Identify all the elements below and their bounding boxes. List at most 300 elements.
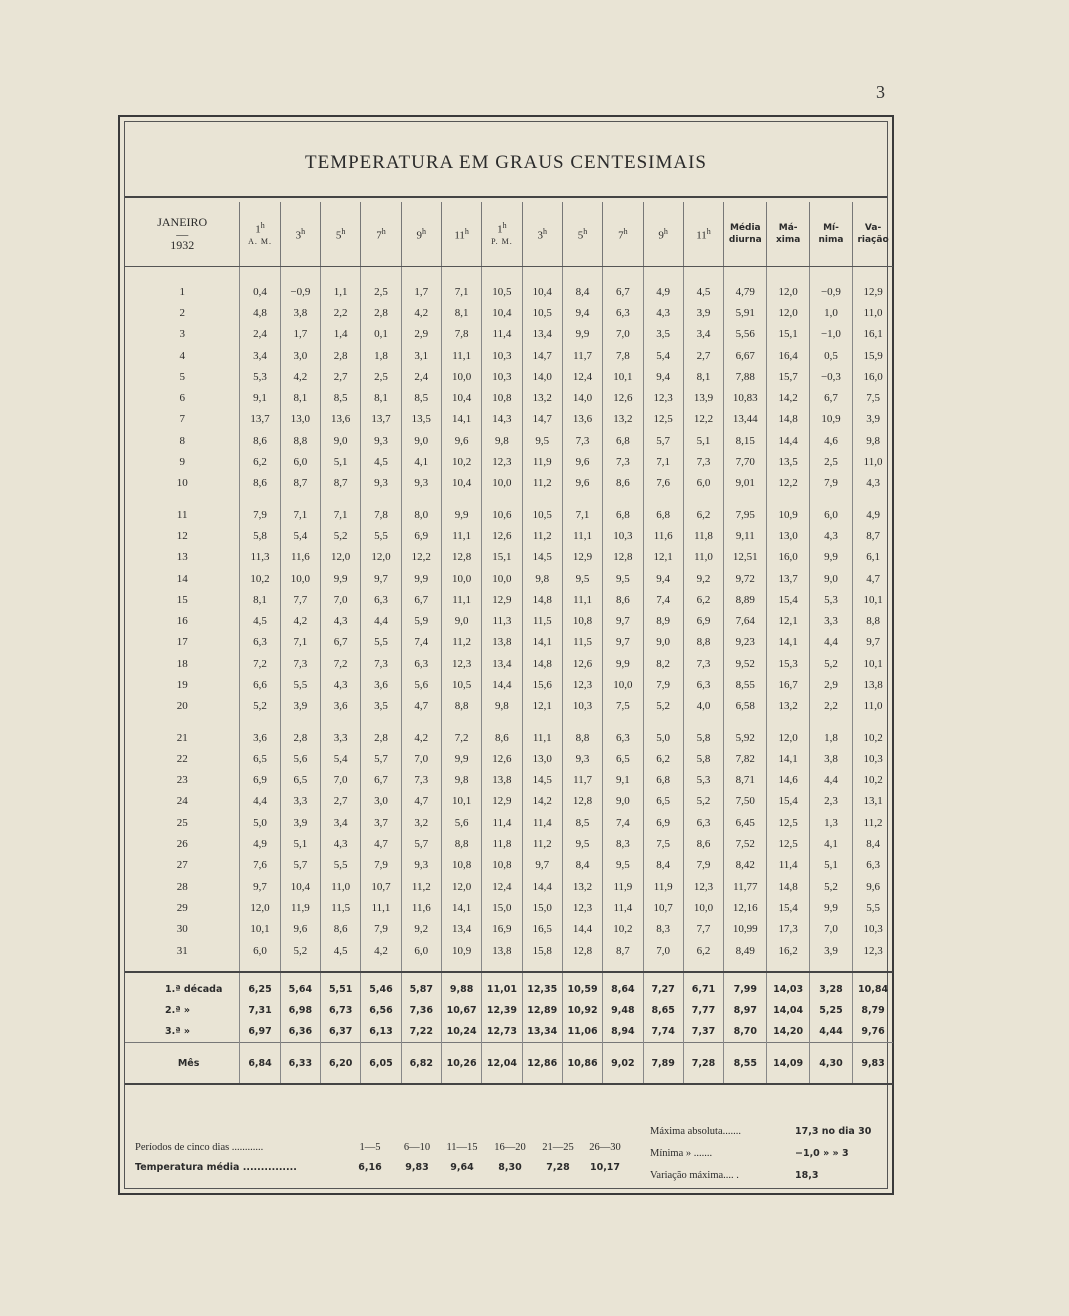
value-cell: 7,27 xyxy=(643,972,683,1000)
value-cell: 9,23 xyxy=(724,632,767,653)
value-cell: 7,0 xyxy=(643,940,683,961)
value-cell: 12,86 xyxy=(522,1043,562,1085)
value-cell: 12,3 xyxy=(683,876,723,897)
value-cell: 11,2 xyxy=(853,812,893,833)
row-label: 26 xyxy=(176,838,188,851)
value-cell: 12,0 xyxy=(441,876,481,897)
value-cell: 12,3 xyxy=(441,653,481,674)
value-cell: 7,4 xyxy=(643,589,683,610)
value-cell: 9,8 xyxy=(441,770,481,791)
value-cell: 8,79 xyxy=(853,1000,893,1021)
value-cell: 16,5 xyxy=(522,919,562,940)
value-cell: 9,3 xyxy=(361,473,401,494)
value-cell: 10,2 xyxy=(853,727,893,748)
value-cell: 10,0 xyxy=(441,366,481,387)
value-cell: 8,3 xyxy=(643,919,683,940)
hour-header xyxy=(361,202,401,267)
var-max-value: 18,3 xyxy=(795,1170,819,1181)
value-cell: 12,1 xyxy=(643,547,683,568)
value-cell: 8,4 xyxy=(853,833,893,854)
value-cell: 13,8 xyxy=(853,674,893,695)
value-cell: 12,16 xyxy=(724,897,767,918)
value-cell: 9,02 xyxy=(603,1043,643,1085)
value-cell: 4,79 xyxy=(724,281,767,302)
value-cell: 4,5 xyxy=(240,610,280,631)
value-cell: 11,2 xyxy=(522,525,562,546)
hour-label: 5 xyxy=(577,229,584,242)
value-cell: 7,7 xyxy=(683,919,723,940)
day-row xyxy=(125,940,893,961)
value-cell: 2,3 xyxy=(809,791,852,812)
day-row xyxy=(125,387,893,408)
value-cell: 12,3 xyxy=(853,940,893,961)
value-cell: 10,3 xyxy=(853,748,893,769)
value-cell: 7,1 xyxy=(280,632,320,653)
value-cell: 1,4 xyxy=(321,324,361,345)
value-cell: 8,4 xyxy=(643,855,683,876)
value-cell: 3,7 xyxy=(361,812,401,833)
spacer-cell xyxy=(562,961,602,972)
row-label: 29 xyxy=(176,901,188,914)
value-cell: 1,0 xyxy=(809,302,852,323)
hour-suffix: h xyxy=(422,227,427,237)
value-cell: 5,5 xyxy=(361,525,401,546)
value-cell: 6,84 xyxy=(240,1043,280,1085)
spacer-cell xyxy=(522,961,562,972)
spacer-cell xyxy=(562,267,602,282)
spacer-cell xyxy=(767,267,809,282)
value-cell: 10,84 xyxy=(853,972,893,1000)
value-cell: 16,2 xyxy=(767,940,809,961)
value-cell: 6,6 xyxy=(240,674,280,695)
day-row xyxy=(125,409,893,430)
value-cell: 7,3 xyxy=(280,653,320,674)
value-cell: 14,20 xyxy=(767,1021,809,1043)
value-cell: 10,2 xyxy=(603,919,643,940)
month-header xyxy=(125,202,240,267)
value-cell: 3,9 xyxy=(280,812,320,833)
value-cell: 15,6 xyxy=(522,674,562,695)
value-cell: 4,3 xyxy=(853,473,893,494)
value-cell: 7,7 xyxy=(280,589,320,610)
value-cell: 13,8 xyxy=(482,940,522,961)
value-cell: 5,64 xyxy=(280,972,320,1000)
value-cell: 10,1 xyxy=(240,919,280,940)
value-cell: 8,55 xyxy=(724,1043,767,1085)
value-cell: 1,8 xyxy=(361,345,401,366)
value-cell: 10,6 xyxy=(482,504,522,525)
value-cell: 8,8 xyxy=(683,632,723,653)
value-cell: 3,8 xyxy=(280,302,320,323)
day-row xyxy=(125,504,893,525)
value-cell: 5,8 xyxy=(683,727,723,748)
value-cell: 11,4 xyxy=(522,812,562,833)
value-cell: 7,5 xyxy=(603,696,643,717)
row-label: 11 xyxy=(176,508,188,521)
value-cell: 8,7 xyxy=(853,525,893,546)
value-cell: 14,6 xyxy=(767,770,809,791)
value-cell: 9,3 xyxy=(401,473,441,494)
value-cell: 7,0 xyxy=(321,770,361,791)
value-cell: 6,36 xyxy=(280,1021,320,1043)
value-cell: 14,8 xyxy=(767,876,809,897)
value-cell: 15,0 xyxy=(482,897,522,918)
value-cell: 11,4 xyxy=(482,324,522,345)
hour-period: A. M. xyxy=(248,236,272,246)
value-cell: 13,4 xyxy=(441,919,481,940)
spacer-cell xyxy=(280,961,320,972)
value-cell: 4,0 xyxy=(683,696,723,717)
header-row xyxy=(125,202,893,267)
value-cell: 11,2 xyxy=(522,473,562,494)
value-cell: 7,8 xyxy=(603,345,643,366)
value-cell: 12,8 xyxy=(562,940,602,961)
max-header-line: Má- xyxy=(778,223,798,233)
value-cell: 3,6 xyxy=(321,696,361,717)
value-cell: 10,2 xyxy=(853,770,893,791)
value-cell: 15,4 xyxy=(767,791,809,812)
value-cell: 9,9 xyxy=(603,653,643,674)
value-cell: 14,3 xyxy=(482,409,522,430)
value-cell: 4,4 xyxy=(361,610,401,631)
value-cell: 8,97 xyxy=(724,1000,767,1021)
value-cell: 6,5 xyxy=(280,770,320,791)
value-cell: 4,2 xyxy=(401,727,441,748)
value-cell: 14,0 xyxy=(562,387,602,408)
value-cell: 9,0 xyxy=(401,430,441,451)
value-cell: 3,9 xyxy=(809,940,852,961)
value-cell: 8,15 xyxy=(724,430,767,451)
value-cell: 6,3 xyxy=(401,653,441,674)
value-cell: 11,1 xyxy=(562,589,602,610)
value-cell: 11,1 xyxy=(441,525,481,546)
value-cell: 9,88 xyxy=(441,972,481,1000)
value-cell: 10,7 xyxy=(361,876,401,897)
value-cell: 14,1 xyxy=(441,409,481,430)
value-cell: 4,30 xyxy=(809,1043,852,1085)
value-cell: 10,2 xyxy=(240,568,280,589)
value-cell: 4,3 xyxy=(321,610,361,631)
value-cell: 10,4 xyxy=(280,876,320,897)
row-label: 18 xyxy=(176,657,188,670)
value-cell: 7,1 xyxy=(643,451,683,472)
value-cell: 11,4 xyxy=(603,897,643,918)
value-cell: 5,8 xyxy=(683,748,723,769)
value-cell: 5,6 xyxy=(441,812,481,833)
value-cell: 5,2 xyxy=(321,525,361,546)
value-cell: 2,5 xyxy=(361,281,401,302)
value-cell: 11,0 xyxy=(683,547,723,568)
value-cell: 9,2 xyxy=(401,919,441,940)
value-cell: 12,8 xyxy=(562,791,602,812)
spacer-row xyxy=(125,267,893,282)
value-cell: 3,3 xyxy=(280,791,320,812)
value-cell: 6,3 xyxy=(361,589,401,610)
value-cell: 5,5 xyxy=(321,855,361,876)
value-cell: 12,0 xyxy=(321,547,361,568)
hour-label: 9 xyxy=(416,229,423,242)
value-cell: 8,6 xyxy=(321,919,361,940)
spacer-cell xyxy=(724,717,767,727)
value-cell: 9,2 xyxy=(683,568,723,589)
value-cell: 7,1 xyxy=(321,504,361,525)
value-cell: 11,0 xyxy=(321,876,361,897)
value-cell: 4,2 xyxy=(361,940,401,961)
variation-header xyxy=(853,202,893,267)
value-cell: −1,0 xyxy=(809,324,852,345)
hour-label: 3 xyxy=(537,229,543,242)
value-cell: 14,7 xyxy=(522,409,562,430)
min-abs-value: −1,0 » » 3 xyxy=(795,1148,849,1159)
row-label: 10 xyxy=(176,477,188,490)
value-cell: 9,3 xyxy=(361,430,401,451)
row-label: 6 xyxy=(179,392,185,405)
value-cell: 14,8 xyxy=(522,653,562,674)
value-cell: 9,0 xyxy=(809,568,852,589)
value-cell: 12,0 xyxy=(767,302,809,323)
value-cell: 8,1 xyxy=(361,387,401,408)
value-cell: 7,9 xyxy=(361,855,401,876)
value-cell: 10,3 xyxy=(562,696,602,717)
value-cell: 12,0 xyxy=(240,897,280,918)
value-cell: 7,50 xyxy=(724,791,767,812)
media-header-line: Média xyxy=(729,223,761,233)
value-cell: 4,9 xyxy=(643,281,683,302)
period-range: 6—10 xyxy=(403,1142,431,1153)
spacer-cell xyxy=(240,961,280,972)
value-cell: 12,9 xyxy=(562,547,602,568)
value-cell: 6,0 xyxy=(401,940,441,961)
value-cell: 9,0 xyxy=(321,430,361,451)
value-cell: 9,3 xyxy=(562,748,602,769)
spacer-cell xyxy=(401,267,441,282)
value-cell: 4,7 xyxy=(361,833,401,854)
value-cell: 7,95 xyxy=(724,504,767,525)
value-cell: 6,8 xyxy=(603,504,643,525)
row-label: 20 xyxy=(176,700,188,713)
value-cell: 11,1 xyxy=(441,345,481,366)
row-label: 27 xyxy=(176,859,188,872)
month-dash: — xyxy=(176,227,189,241)
value-cell: 8,5 xyxy=(321,387,361,408)
value-cell: 6,58 xyxy=(724,696,767,717)
value-cell: 8,1 xyxy=(683,366,723,387)
day-row xyxy=(125,748,893,769)
value-cell: 7,64 xyxy=(724,610,767,631)
value-cell: 12,51 xyxy=(724,547,767,568)
value-cell: 3,4 xyxy=(240,345,280,366)
value-cell: 9,5 xyxy=(562,568,602,589)
value-cell: 7,8 xyxy=(441,324,481,345)
value-cell: 5,3 xyxy=(809,589,852,610)
value-cell: 8,94 xyxy=(603,1021,643,1043)
value-cell: 2,7 xyxy=(683,345,723,366)
value-cell: 7,9 xyxy=(240,504,280,525)
row-label: 22 xyxy=(176,752,188,765)
spacer-cell xyxy=(441,494,481,504)
value-cell: 9,7 xyxy=(603,610,643,631)
month-label: JANEIRO xyxy=(157,215,208,229)
value-cell: 9,8 xyxy=(482,430,522,451)
hour-label: 7 xyxy=(376,229,382,242)
value-cell: 5,56 xyxy=(724,324,767,345)
value-cell: 14,7 xyxy=(522,345,562,366)
value-cell: 8,1 xyxy=(240,589,280,610)
value-cell: −0,3 xyxy=(809,366,852,387)
value-cell: 6,05 xyxy=(361,1043,401,1085)
value-cell: 9,9 xyxy=(441,504,481,525)
value-cell: 5,7 xyxy=(280,855,320,876)
value-cell: 5,6 xyxy=(280,748,320,769)
value-cell: 2,9 xyxy=(809,674,852,695)
value-cell: 11,7 xyxy=(562,770,602,791)
value-cell: 6,20 xyxy=(321,1043,361,1085)
value-cell: 11,0 xyxy=(853,696,893,717)
value-cell: 8,8 xyxy=(562,727,602,748)
value-cell: 7,3 xyxy=(683,653,723,674)
value-cell: 9,5 xyxy=(603,568,643,589)
row-label: 3 xyxy=(179,328,185,341)
spacer-cell xyxy=(125,717,240,727)
value-cell: 11,1 xyxy=(361,897,401,918)
value-cell: 7,0 xyxy=(809,919,852,940)
value-cell: 6,3 xyxy=(240,632,280,653)
value-cell: 9,9 xyxy=(401,568,441,589)
value-cell: 1,7 xyxy=(280,324,320,345)
day-row xyxy=(125,366,893,387)
value-cell: 7,3 xyxy=(683,451,723,472)
value-cell: 5,1 xyxy=(809,855,852,876)
spacer-cell xyxy=(522,717,562,727)
value-cell: 5,7 xyxy=(643,430,683,451)
value-cell: 6,0 xyxy=(809,504,852,525)
value-cell: 4,7 xyxy=(401,696,441,717)
value-cell: 11,06 xyxy=(562,1021,602,1043)
value-cell: 6,8 xyxy=(643,504,683,525)
value-cell: 11,3 xyxy=(240,547,280,568)
value-cell: 9,1 xyxy=(603,770,643,791)
value-cell: 8,6 xyxy=(603,473,643,494)
value-cell: 6,2 xyxy=(643,748,683,769)
value-cell: 14,2 xyxy=(522,791,562,812)
value-cell: 1,7 xyxy=(401,281,441,302)
spacer-cell xyxy=(683,267,723,282)
value-cell: 15,4 xyxy=(767,589,809,610)
value-cell: 7,1 xyxy=(441,281,481,302)
period-mean-temp: 8,30 xyxy=(498,1162,522,1173)
day-row xyxy=(125,897,893,918)
value-cell: 5,91 xyxy=(724,302,767,323)
value-cell: 7,5 xyxy=(853,387,893,408)
value-cell: 12,35 xyxy=(522,972,562,1000)
value-cell: 10,1 xyxy=(441,791,481,812)
value-cell: 13,2 xyxy=(522,387,562,408)
hour-label: 5 xyxy=(335,229,342,242)
value-cell: 12,2 xyxy=(767,473,809,494)
value-cell: 5,25 xyxy=(809,1000,852,1021)
value-cell: 6,3 xyxy=(683,674,723,695)
value-cell: 9,6 xyxy=(441,430,481,451)
row-label: 1.ª década xyxy=(125,972,240,1000)
page-number: 3 xyxy=(876,82,885,102)
value-cell: 6,7 xyxy=(603,281,643,302)
spacer-cell xyxy=(321,267,361,282)
value-cell: 13,7 xyxy=(240,409,280,430)
row-label: 14 xyxy=(176,572,188,585)
value-cell: 11,0 xyxy=(853,451,893,472)
row-label: Mês xyxy=(125,1043,240,1085)
period-range: 16—20 xyxy=(494,1142,526,1153)
value-cell: 11,77 xyxy=(724,876,767,897)
value-cell: 7,36 xyxy=(401,1000,441,1021)
day-row xyxy=(125,324,893,345)
value-cell: 5,1 xyxy=(683,430,723,451)
day-row xyxy=(125,451,893,472)
value-cell: 6,71 xyxy=(683,972,723,1000)
value-cell: 10,2 xyxy=(441,451,481,472)
value-cell: 4,2 xyxy=(280,610,320,631)
value-cell: 11,1 xyxy=(441,589,481,610)
row-label: 2 xyxy=(179,306,185,319)
row-label: 21 xyxy=(176,731,188,744)
value-cell: 5,6 xyxy=(401,674,441,695)
value-cell: 11,9 xyxy=(643,876,683,897)
value-cell: 12,5 xyxy=(643,409,683,430)
value-cell: 11,5 xyxy=(321,897,361,918)
media-header-line: diurna xyxy=(728,235,762,245)
value-cell: 13,9 xyxy=(683,387,723,408)
day-row xyxy=(125,919,893,940)
hour-header xyxy=(643,202,683,267)
value-cell: 6,7 xyxy=(321,632,361,653)
value-cell: 4,3 xyxy=(643,302,683,323)
value-cell: 5,5 xyxy=(361,632,401,653)
value-cell: 3,5 xyxy=(643,324,683,345)
value-cell: 2,8 xyxy=(280,727,320,748)
value-cell: 3,0 xyxy=(280,345,320,366)
value-cell: 2,2 xyxy=(321,302,361,323)
spacer-cell xyxy=(767,717,809,727)
value-cell: 10,0 xyxy=(482,568,522,589)
value-cell: 16,9 xyxy=(482,919,522,940)
spacer-cell xyxy=(240,717,280,727)
value-cell: 10,8 xyxy=(441,855,481,876)
value-cell: 10,92 xyxy=(562,1000,602,1021)
spacer-cell xyxy=(767,961,809,972)
spacer-cell xyxy=(809,267,852,282)
value-cell: 9,9 xyxy=(562,324,602,345)
value-cell: 12,0 xyxy=(361,547,401,568)
value-cell: 5,1 xyxy=(321,451,361,472)
value-cell: 9,72 xyxy=(724,568,767,589)
value-cell: 2,7 xyxy=(321,366,361,387)
row-label: 4 xyxy=(179,349,185,362)
value-cell: 9,4 xyxy=(562,302,602,323)
value-cell: 6,97 xyxy=(240,1021,280,1043)
value-cell: 4,7 xyxy=(401,791,441,812)
value-cell: 12,4 xyxy=(562,366,602,387)
spacer-cell xyxy=(643,494,683,504)
value-cell: 8,55 xyxy=(724,674,767,695)
value-cell: 6,8 xyxy=(643,770,683,791)
value-cell: 7,82 xyxy=(724,748,767,769)
value-cell: 12,04 xyxy=(482,1043,522,1085)
value-cell: 4,9 xyxy=(853,504,893,525)
variation-header-line: Va- xyxy=(864,223,882,233)
value-cell: 3,5 xyxy=(361,696,401,717)
row-label: 7 xyxy=(179,413,185,426)
value-cell: 8,9 xyxy=(643,610,683,631)
